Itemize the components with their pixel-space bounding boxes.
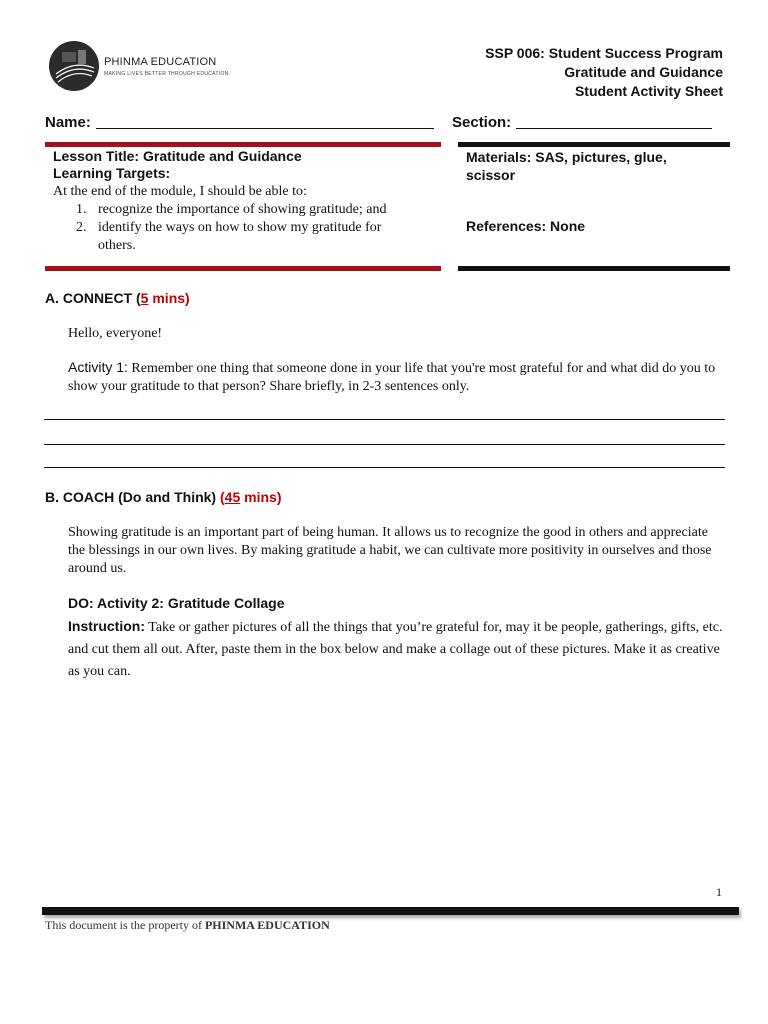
greeting: Hello, everyone!	[68, 326, 163, 341]
materials: Materials: SAS, pictures, glue, scissor	[466, 149, 667, 183]
course-title: SSP 006: Student Success Program	[485, 45, 723, 61]
name-label: Name:	[45, 114, 91, 131]
page-number: 1	[716, 885, 722, 899]
divider-black-top	[458, 142, 730, 147]
section-b-label: B. COACH (Do and Think)	[45, 489, 220, 505]
activity-2-heading: DO: Activity 2: Gratitude Collage	[68, 595, 285, 611]
coach-paragraph: Showing gratitude is an important part of being human. It allows us to recognize the good in others and appreciate the blessings in our own lives. By making gratitude a habit, we can cultivate more positivity in ourselves and those around us.	[68, 525, 712, 576]
instruction-label: Instruction:	[68, 618, 145, 634]
module-title: Gratitude and Guidance	[564, 64, 723, 80]
section-blank[interactable]	[516, 128, 712, 129]
section-b-heading	[45, 489, 281, 505]
target-text-continued: others.	[98, 238, 136, 253]
divider-red-bottom	[45, 266, 441, 271]
activity-1-label: Activity 1:	[68, 359, 128, 375]
section-b-minutes: 45	[224, 489, 241, 505]
section-b-paren: (	[220, 489, 225, 505]
activity-1-text: Remember one thing that someone done in your life that you're most grateful for and what did do you to show your gratitude to that person? Share briefly, in 2-3 sentences only.	[68, 361, 716, 394]
answer-line[interactable]	[44, 419, 725, 420]
target-text: recognize the importance of showing gratitude; and	[98, 202, 387, 217]
divider-black-bottom	[458, 266, 730, 271]
footer-owner: PHINMA EDUCATION	[204, 918, 330, 932]
logo-tagline: MAKING LIVES BETTER THROUGH EDUCATION	[104, 71, 229, 77]
target-number: 1.	[76, 202, 87, 217]
references: References: None	[466, 218, 586, 234]
section-a-suffix: mins)	[148, 290, 190, 306]
footer-divider	[42, 907, 739, 915]
learning-targets-intro: At the end of the module, I should be able to:	[53, 184, 307, 199]
divider-red-top	[45, 142, 441, 147]
learning-target-item	[76, 219, 416, 236]
name-blank[interactable]	[96, 128, 434, 129]
section-label: Section:	[452, 114, 512, 131]
learning-target-item	[76, 201, 416, 218]
target-text: identify the ways on how to show my gratitude for	[98, 220, 382, 235]
section-a-label: A. CONNECT (	[45, 290, 141, 306]
answer-line[interactable]	[44, 467, 725, 468]
section-b-suffix: mins)	[240, 489, 282, 505]
learning-targets-label: Learning Targets:	[53, 165, 171, 181]
lesson-title: Lesson Title: Gratitude and Guidance	[53, 148, 302, 164]
sheet-type: Student Activity Sheet	[574, 83, 723, 99]
footer-property-notice	[45, 918, 330, 933]
activity-1	[68, 358, 728, 396]
instruction-text: Take or gather pictures of all the things that you’re grateful for, may it be people, gatherings, gifts, etc. and cut them all out. After, paste them in the box below and make a collage out of these pictures. Make it as creative as you can.	[68, 620, 723, 679]
target-number: 2.	[76, 220, 87, 235]
activity-2-instruction	[68, 615, 728, 683]
logo-name: PHINMA EDUCATION	[104, 56, 217, 68]
answer-line[interactable]	[44, 444, 725, 445]
section-a-minutes: 5	[140, 290, 149, 306]
section-a-heading	[45, 290, 190, 306]
footer-prefix: This document is the property of	[45, 918, 205, 932]
